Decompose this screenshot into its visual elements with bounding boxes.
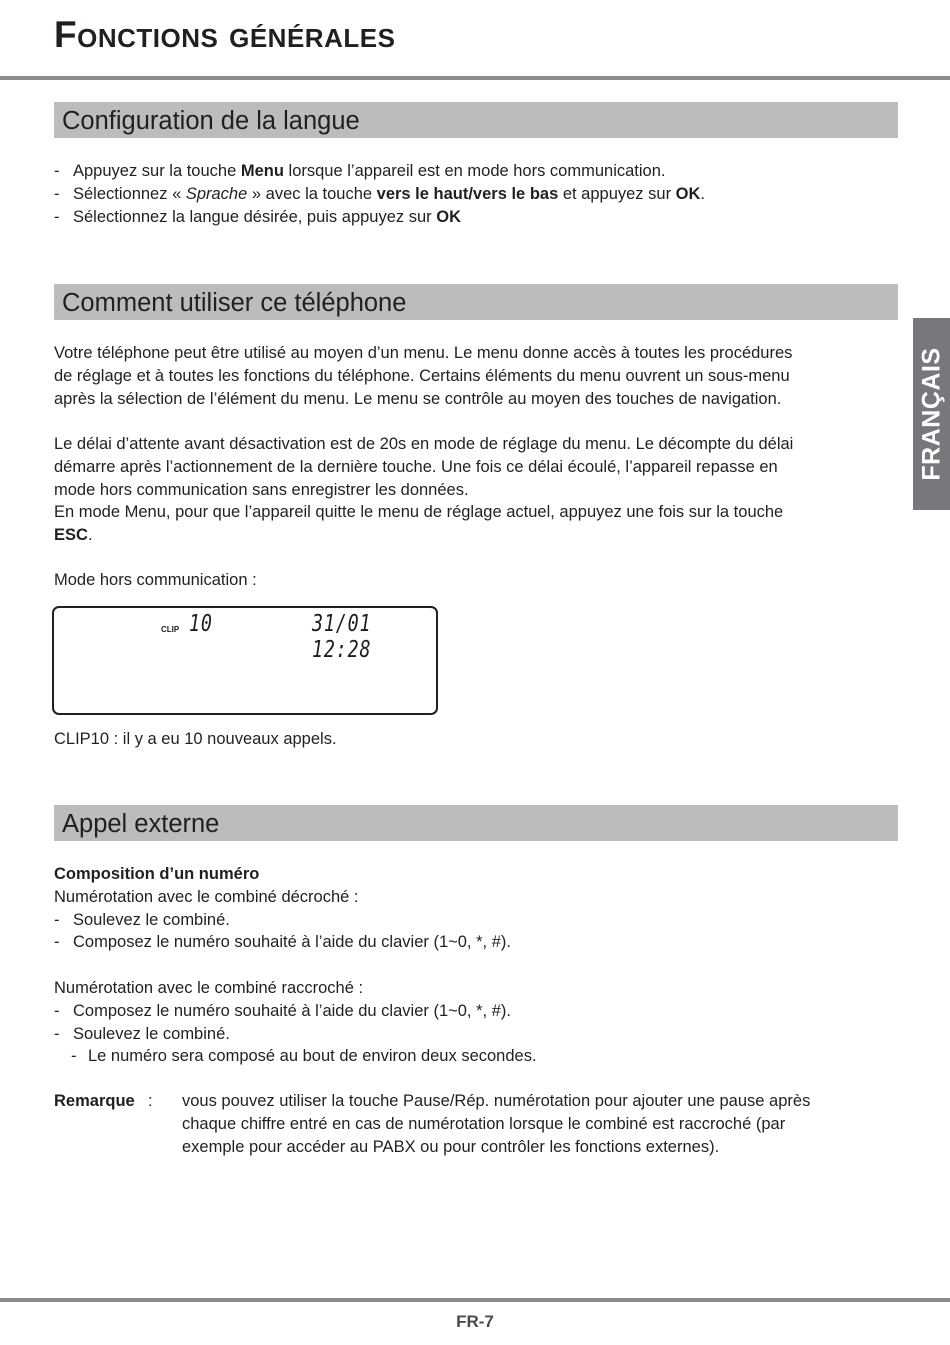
usage-paragraph-timeout: Le délai d’attente avant désactivation est de 20s en mode de réglage du menu. Le décompte du délai démarre après l’actionnement de la dernière touche. Une fois ce délai écoulé, l’appareil repasse en mode hors communication sans enregistrer les données. En mode Menu, pour que l’appareil quitte le menu de réglage actuel, appuyez une fois sur la touche ESC. <box>54 435 794 545</box>
remark-label: Remarque <box>54 1092 135 1110</box>
section-heading-usage: Comment utiliser ce téléphone <box>54 284 898 320</box>
list-item: - Sélectionnez la langue désirée, puis appuyez sur OK <box>54 207 461 226</box>
onhook-intro: Numérotation avec le combiné raccroché : <box>54 978 364 997</box>
footer-divider <box>0 1298 950 1302</box>
lcd-clip-count: 10 <box>189 611 213 637</box>
list-subitem: - Le numéro sera composé au bout de environ deux secondes. <box>71 1047 537 1066</box>
list-item: - Soulevez le combiné. <box>54 910 230 929</box>
usage-paragraph-menu: Votre téléphone peut être utilisé au moyen d’un menu. Le menu donne accès à toutes les procédures de réglage et à toutes les fonctions du téléphone. Certains éléments du menu ouvrent un sous-menu après la sélection de l’élément du menu. Le menu se contrôle au moyen des touches de navigation. <box>54 344 793 408</box>
remark-text: vous pouvez utiliser la touche Pause/Rép. numérotation pour ajouter une pause après chaque chiffre entré en cas de numérotation lorsque le combiné est raccroché (par exemple pour accéder au PABX ou pour contrôler les fonctions externes). <box>182 1092 811 1156</box>
lcd-datetime: 31/01 12:28 <box>312 611 372 663</box>
side-tab-label: FRANÇAIS <box>917 347 945 481</box>
page-number: FR-7 <box>456 1312 494 1331</box>
list-item: - Appuyez sur la touche Menu lorsque l’appareil est en mode hors communication. <box>54 162 666 180</box>
idle-mode-label: Mode hors communication : <box>54 571 257 589</box>
esc-key-label: ESC <box>54 526 88 545</box>
page-title: Fonctions générales <box>54 14 396 55</box>
language-side-tab <box>913 318 950 510</box>
title-divider <box>0 76 950 80</box>
list-item: - Composez le numéro souhaité à l’aide du clavier (1~0, *, #). <box>54 933 511 952</box>
section-heading-external-call: Appel externe <box>54 805 898 841</box>
list-item: - Sélectionnez « Sprache » avec la touche vers le haut/vers le bas et appuyez sur OK. <box>54 184 705 203</box>
list-item: - Composez le numéro souhaité à l’aide du clavier (1~0, *, #). <box>54 1001 511 1020</box>
language-steps-list <box>54 160 884 228</box>
list-item: - Soulevez le combiné. <box>54 1024 230 1043</box>
clip-note: CLIP10 : il y a eu 10 nouveaux appels. <box>54 730 337 748</box>
lcd-display-illustration <box>52 606 438 715</box>
dialing-subheading: Composition d’un numéro <box>54 865 260 883</box>
external-call-instructions <box>54 863 884 1068</box>
offhook-intro: Numérotation avec le combiné décroché : <box>54 887 359 906</box>
lcd-clip-label: CLIP <box>161 625 180 634</box>
section-heading-language: Configuration de la langue <box>54 102 898 138</box>
